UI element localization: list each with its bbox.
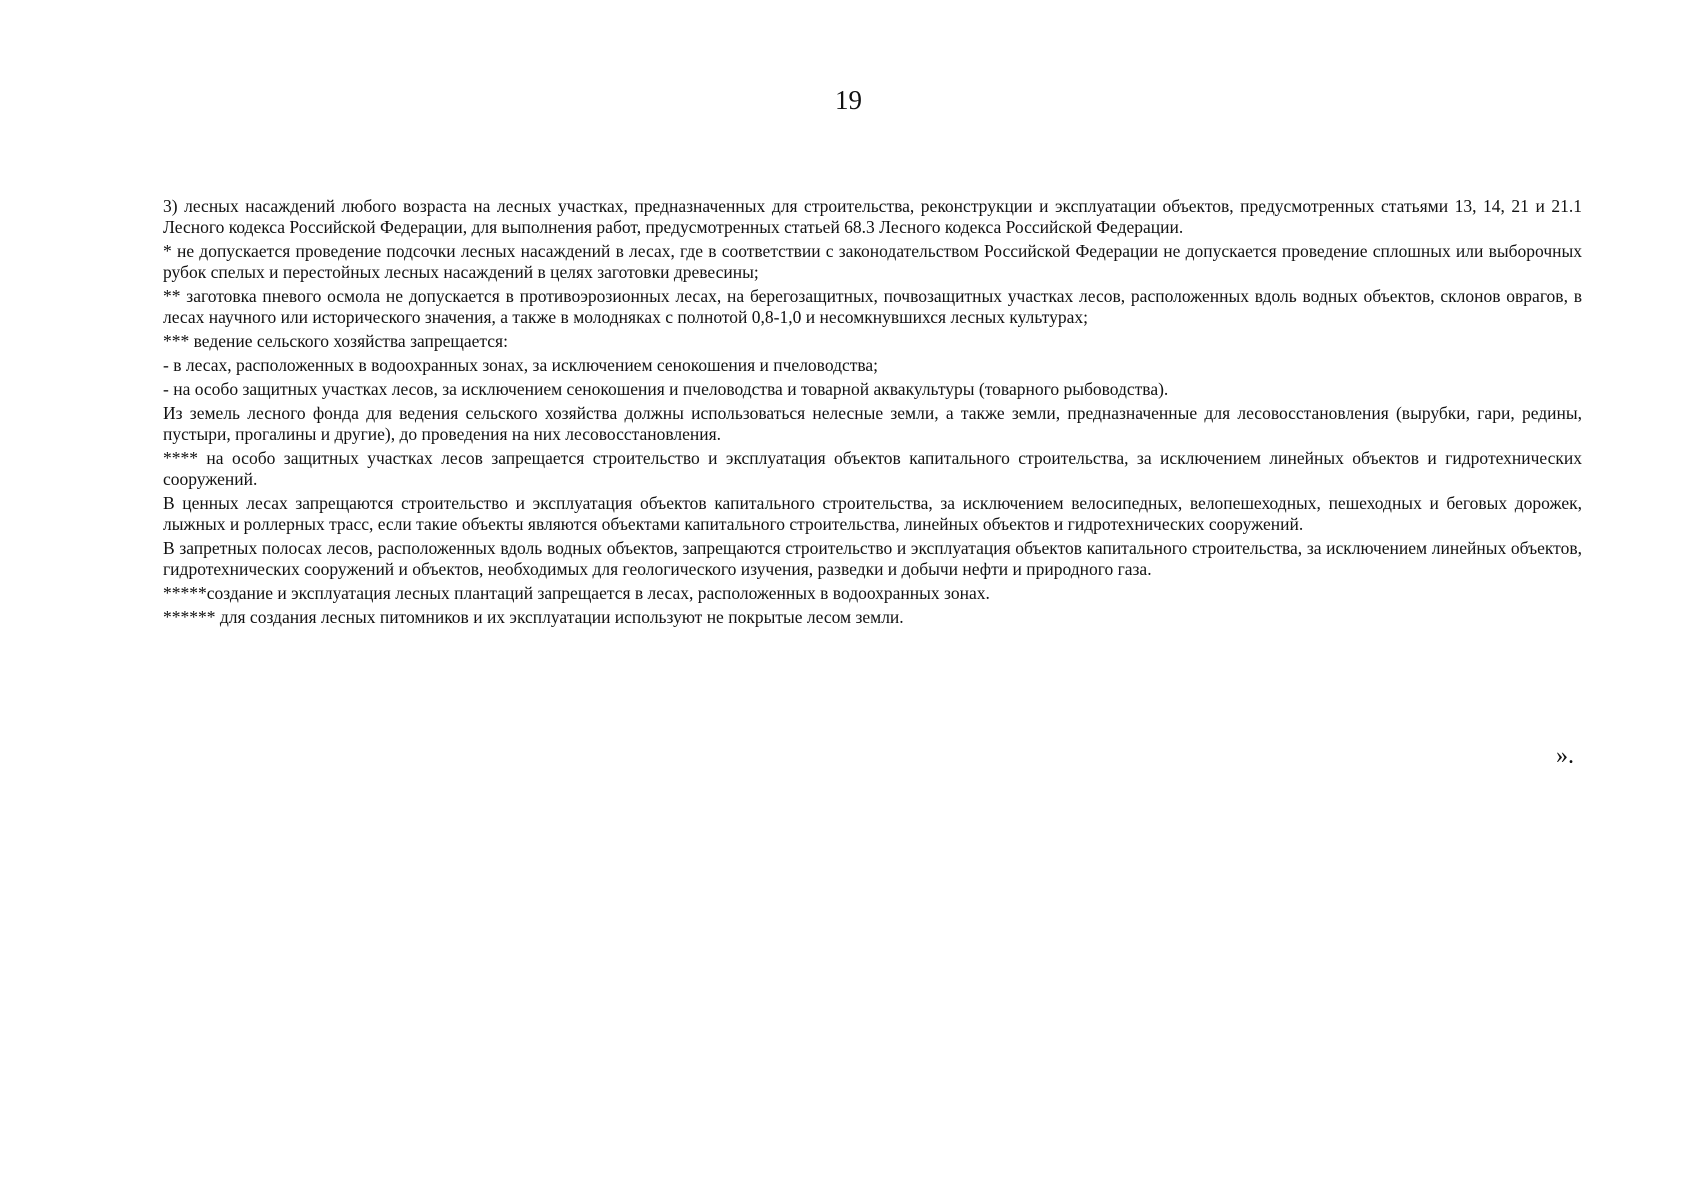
page-number: 19 [835, 85, 862, 115]
document-body [163, 196, 1582, 631]
footnote-4: **** на особо защитных участках лесов запрещается строительство и эксплуатация объектов капитального строительства, за исключением линейных объектов и гидротехнических сооружений. [163, 448, 1582, 489]
footnote-5: *****создание и эксплуатация лесных плантаций запрещается в лесах, расположенных в водоохранных зонах. [163, 583, 990, 603]
closing-quote-mark: ». [1556, 743, 1574, 769]
footnote-2: ** заготовка пневого осмола не допускается в противоэрозионных лесах, на берегозащитных, почвозащитных участках лесов, расположенных вдоль водных объектов, склонов оврагов, в лесах научного или исторического значения, а также в молодняках с полнотой 0,8-1,0 и несомкнувшихся лесных культурах; [163, 286, 1582, 327]
paragraph-agricultural-lands: Из земель лесного фонда для ведения сельского хозяйства должны использоваться нелесные земли, а также земли, предназначенные для лесовосстановления (вырубки, гари, редины, пустыри, прогалины и другие), до проведения на них лесовосстановления. [163, 403, 1582, 444]
footnote-3-item-protective-areas: - на особо защитных участках лесов, за исключением сенокошения и пчеловодства и товарной аквакультуры (товарного рыбоводства). [163, 379, 1169, 399]
paragraph-item-3: 3) лесных насаждений любого возраста на лесных участках, предназначенных для строительства, реконструкции и эксплуатации объектов, предусмотренных статьями 13, 14, 21 и 21.1 Лесного кодекса Российской Федерации, для выполнения работ, предусмотренных статьей 68.3 Лесного кодекса Российской Федерации. [163, 196, 1582, 237]
paragraph-restricted-strips: В запретных полосах лесов, расположенных вдоль водных объектов, запрещаются строительство и эксплуатация объектов капитального строительства, за исключением линейных объектов, гидротехнических сооружений и объектов, необходимых для геологического изучения, разведки и добычи нефти и природного газа. [163, 538, 1582, 579]
footnote-3: *** ведение сельского хозяйства запрещается: [163, 331, 508, 351]
paragraph-valuable-forests: В ценных лесах запрещаются строительство и эксплуатация объектов капитального строительства, за исключением велосипедных, велопешеходных, пешеходных и беговых дорожек, лыжных и роллерных трасс, если такие объекты являются объектами капитального строительства, линейных объектов и гидротехнических сооружений. [163, 493, 1582, 534]
footnote-6: ****** для создания лесных питомников и их эксплуатации используют не покрытые лесом земли. [163, 607, 904, 627]
footnote-1: * не допускается проведение подсочки лесных насаждений в лесах, где в соответствии с законодательством Российской Федерации не допускается проведение сплошных или выборочных рубок спелых и перестойных лесных насаждений в целях заготовки древесины; [163, 241, 1582, 282]
footnote-3-item-water-zones: - в лесах, расположенных в водоохранных зонах, за исключением сенокошения и пчеловодства; [163, 355, 879, 375]
